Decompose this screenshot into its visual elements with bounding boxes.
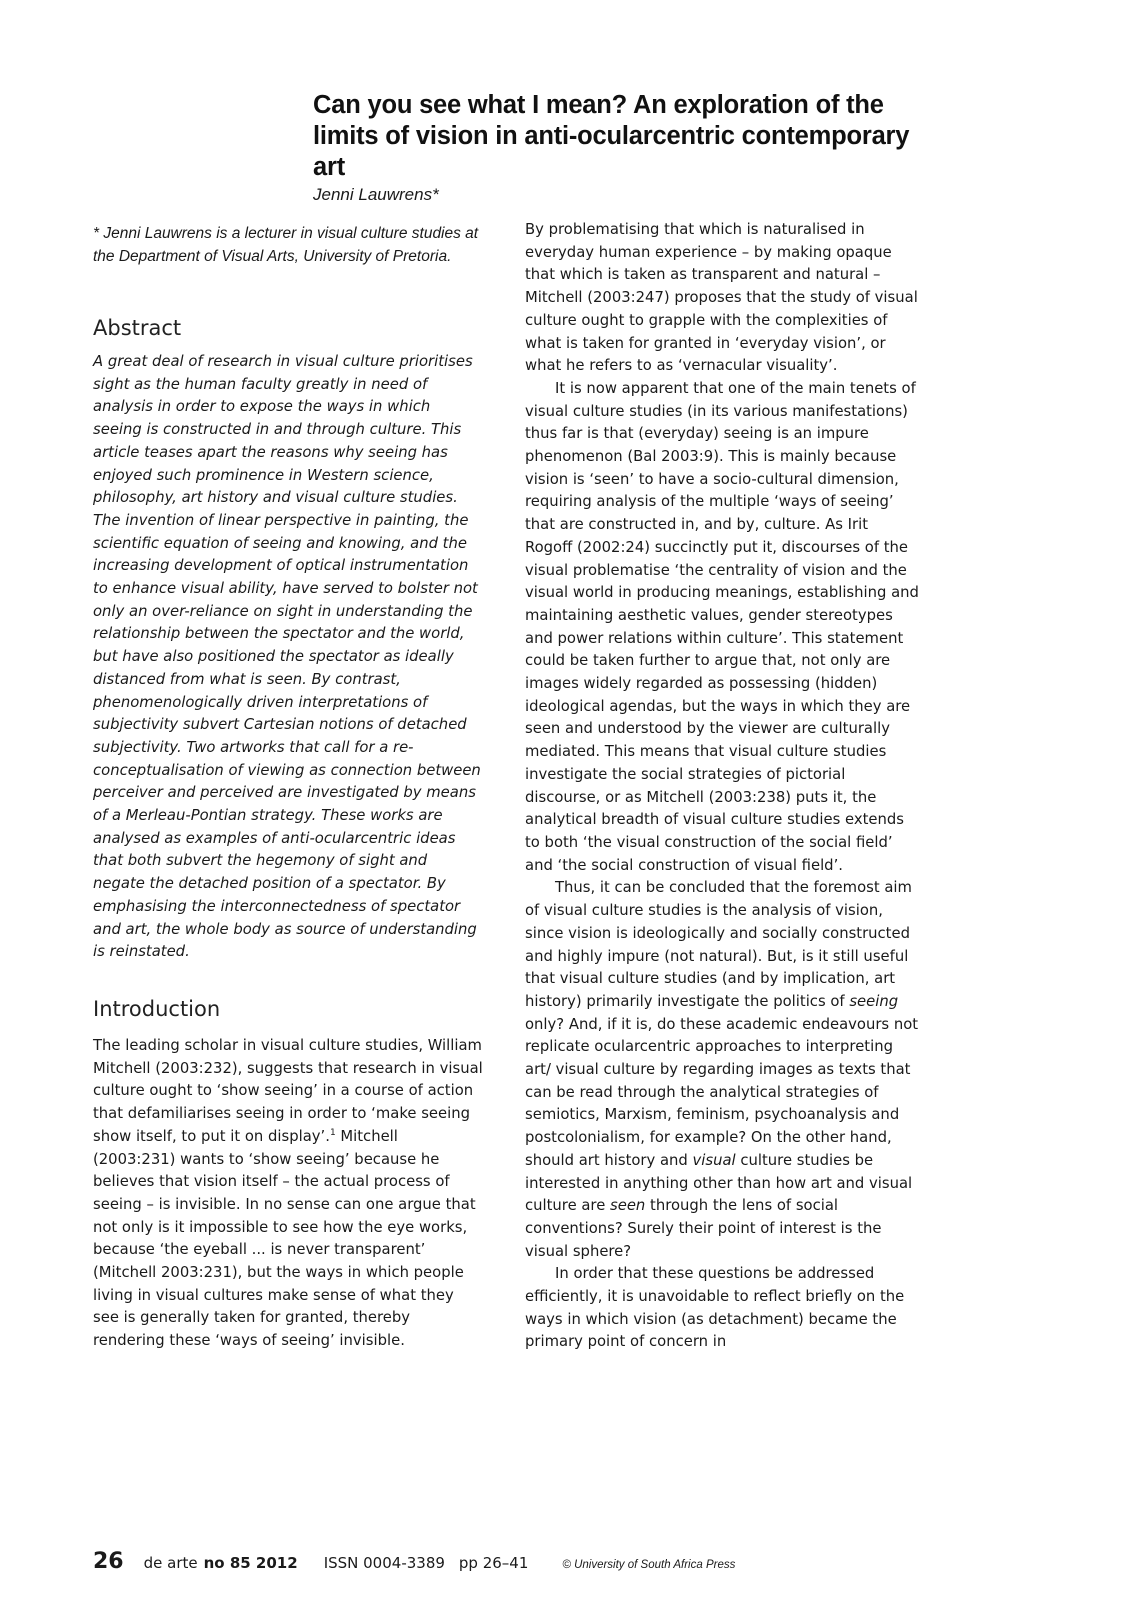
text-part: through the lens of social conventions? Surely their point of interest is the visual sphere? xyxy=(525,1197,882,1260)
issn: ISSN 0004-3389 xyxy=(323,1554,445,1572)
article-header xyxy=(313,90,913,205)
copyright-notice: © University of South Africa Press xyxy=(562,1559,736,1571)
author-affiliation: * Jenni Lauwrens is a lecturer in visual culture studies at the Department of Visual Arts, University of Pretoria. xyxy=(93,225,479,265)
body-paragraph: It is now apparent that one of the main tenets of visual culture studies (in its various manifestations) thus far is that (everyday) seeing is an impure phenomenon (Bal 2003:9). This is mainly because vision is ‘seen’ to have a socio-cultural dimension, requiring analysis of the multiple ‘ways of seeing’ that are constructed in, and by, culture. As Irit Rogoff (2002:24) succinctly put it, discourses of the visual problematise ‘the centrality of vision and the visual world in producing meanings, establishing and maintaining aesthetic values, gender stereotypes and power relations within culture’. This statement could be taken further to argue that, not only are images widely regarded as possessing (hidden) ideological agendas, but the ways in which they are seen and understood by the viewer are culturally mediated. This means that visual culture studies investigate the social strategies of pictorial discourse, or as Mitchell (2003:238) puts it, the analytical breadth of visual culture studies extends to both ‘the visual construction of the social field’ and ‘the social construction of visual field’. xyxy=(525,379,919,874)
text-part: only? And, if it is, do these academic endeavours not replicate ocularcentric approaches to interpreting art/ visual culture by regarding images as texts that can be read through the analytical strategies of semiotics, Marxism, feminism, psychoanalysis and postcolonialism, for example? On the other hand, should art history and xyxy=(525,1015,919,1169)
page-footer xyxy=(93,1549,735,1574)
introduction-heading: Introduction xyxy=(93,996,221,1021)
text-part: Thus, it can be concluded that the foremost aim of visual culture studies is the analysis of vision, since vision is ideologically and socially constructed and highly impure (not natural). But, is it still useful that visual culture studies (and by implication, art history) primarily investigate the politics of xyxy=(525,879,912,1010)
emphasis-text: seen xyxy=(610,1197,646,1215)
body-paragraph: By problematising that which is naturalised in everyday human experience – by making opaque that which is taken as transparent and natural – Mitchell (2003:247) proposes that the study of visual culture ought to grapple with the complexities of what is taken for granted in ‘everyday vision’, or what he refers to as ‘vernacular visuality’. xyxy=(525,221,918,375)
journal-name: de arte xyxy=(143,1554,198,1572)
article-title: Can you see what I mean? An exploration of the limits of vision in anti-ocularcentric contemporary art xyxy=(313,91,910,181)
emphasis-text: visual xyxy=(692,1151,736,1169)
body-paragraph xyxy=(525,877,920,1263)
author-name: Jenni Lauwrens* xyxy=(313,185,439,204)
introduction-paragraph xyxy=(93,1035,483,1353)
footnote-marker[interactable]: 1 xyxy=(329,1127,336,1138)
abstract-text: A great deal of research in visual culture prioritises sight as the human faculty greatly in need of analysis in order to expose the ways in which seeing is constructed in and through culture. This article teases apart the reasons why seeing has enjoyed such prominence in Western science, philosophy, art history and visual culture studies. The invention of linear perspective in painting, the scientific equation of seeing and knowing, and the increasing development of optical instrumentation to enhance visual ability, have served to bolster not only an over-reliance on sight in understanding the relationship between the spectator and the world, but have also positioned the spectator as ideally distanced from what is seen. By contrast, phenomenologically driven interpretations of subjectivity subvert Cartesian notions of detached subjectivity. Two artworks that call for a re-conceptualisation of viewing as connection between perceiver and perceived are investigated by means of a Merleau-Pontian strategy. These works are analysed as examples of anti-ocularcentric ideas that both subvert the hegemony of sight and negate the detached position of a spectator. By emphasising the interconnectedness of spectator and art, the whole body as source of understanding is reinstated. xyxy=(93,353,481,961)
intro-text-part: Mitchell (2003:231) wants to ‘show seeing’ because he believes that vision itself – the actual process of seeing – is invisible. In no sense can one argue that not only is it impossible to see how the eye works, because ‘the eyeball ... is never transparent’ (Mitchell 2003:231), but the ways in which people living in visual cultures make sense of what they see is generally taken for granted, thereby rendering these ‘ways of seeing’ invisible. xyxy=(93,1127,476,1350)
page-range: pp 26–41 xyxy=(458,1554,529,1572)
intro-text-part: The leading scholar in visual culture studies, William Mitchell (2003:232), suggests that research in visual culture ought to ‘show seeing’ in a course of action that defamiliarises seeing in order to ‘make seeing show itself, to put it on display’. xyxy=(93,1036,483,1145)
emphasis-text: seeing xyxy=(849,992,899,1010)
text-part: culture studies be interested in anything other than how art and visual culture are xyxy=(525,1151,913,1215)
abstract-heading: Abstract xyxy=(93,316,182,340)
right-column xyxy=(525,219,920,1354)
page-number: 26 xyxy=(93,1549,124,1574)
body-paragraph: In order that these questions be addressed efficiently, it is unavoidable to reflect briefly on the ways in which vision (as detachment) became the primary point of concern in xyxy=(525,1265,905,1351)
journal-issue: no 85 2012 xyxy=(203,1554,298,1572)
left-column xyxy=(93,222,483,1353)
